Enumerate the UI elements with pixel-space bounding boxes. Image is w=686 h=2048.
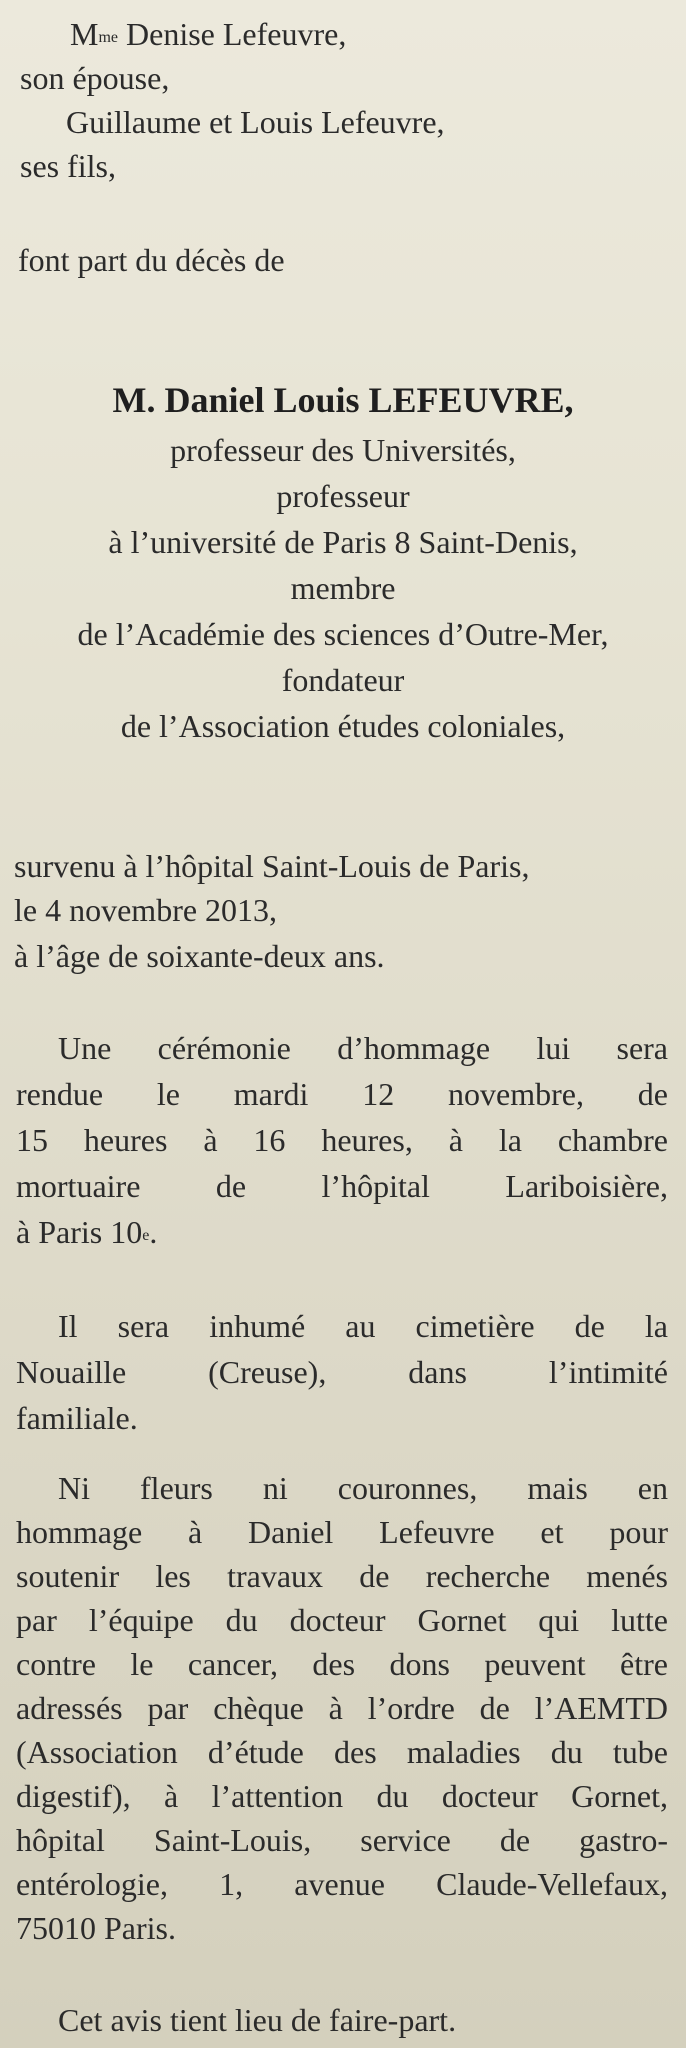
death-date: le 4 novembre 2013, (14, 892, 278, 928)
family-line-spouse: son épouse, (20, 60, 170, 96)
donations-line-1: Ni fleurs ni couronnes, mais en (58, 1470, 668, 1506)
donations-line-6: adressés par chèque à l’ordre de l’AEMTD (16, 1690, 668, 1726)
ceremony-line-5 (16, 1212, 157, 1252)
donations-line-7: (Association d’étude des maladies du tube (16, 1734, 668, 1770)
closing-notice: Cet avis tient lieu de faire-part. (58, 2002, 457, 2038)
donations-line-4: par l’équipe du docteur Gornet qui lutte (16, 1602, 668, 1638)
donations-line-9: hôpital Saint-Louis, service de gastro- (16, 1822, 668, 1858)
arrondissement-superscript: e (142, 1227, 150, 1244)
ceremony-city: à Paris 10 (16, 1214, 143, 1250)
donations-line-10: entérologie, 1, avenue Claude-Vellefaux, (16, 1866, 668, 1902)
ceremony-line-4: mortuaire de l’hôpital Lariboisière, (16, 1168, 668, 1204)
deceased-title-3: à l’université de Paris 8 Saint-Denis, (108, 524, 578, 560)
burial-line-1: Il sera inhumé au cimetière de la (58, 1308, 668, 1344)
ceremony-line-1: Une cérémonie d’hommage lui sera (58, 1030, 668, 1066)
title-abbrev: M (70, 16, 99, 52)
burial-line-3: familiale. (16, 1400, 138, 1436)
deceased-title-5: de l’Académie des sciences d’Outre-Mer, (77, 616, 609, 652)
announcement-text: font part du décès de (18, 242, 285, 278)
family-line-sons: Guillaume et Louis Lefeuvre, (66, 104, 445, 140)
deceased-title-6: fondateur (281, 662, 405, 698)
donations-line-5: contre le cancer, des dons peuvent être (16, 1646, 668, 1682)
donations-line-3: soutenir les travaux de recherche menés (16, 1558, 668, 1594)
ceremony-period: . (149, 1214, 158, 1250)
deceased-title-1: professeur des Universités, (170, 432, 516, 468)
ceremony-line-2: rendue le mardi 12 novembre, de (16, 1076, 668, 1112)
ceremony-line-3: 15 heures à 16 heures, à la chambre (16, 1122, 668, 1158)
deceased-title-4: membre (290, 570, 396, 606)
deceased-name: M. Daniel Louis LEFEUVRE, (112, 380, 574, 420)
burial-line-2: Nouaille (Creuse), dans l’intimité (16, 1354, 668, 1390)
family-line-sons-label: ses fils, (20, 148, 116, 184)
widow-name: Denise Lefeuvre, (118, 16, 347, 52)
donations-line-11: 75010 Paris. (16, 1910, 176, 1946)
family-line-widow (70, 14, 346, 54)
death-age: à l’âge de soixante-deux ans. (14, 938, 385, 974)
deceased-title-2: professeur (276, 478, 410, 514)
donations-line-2: hommage à Daniel Lefeuvre et pour (16, 1514, 668, 1550)
donations-line-8: digestif), à l’attention du docteur Gornet, (16, 1778, 668, 1814)
death-place: survenu à l’hôpital Saint-Louis de Paris, (14, 848, 530, 884)
title-superscript: me (98, 29, 118, 46)
deceased-title-7: de l’Association études coloniales, (120, 708, 566, 744)
